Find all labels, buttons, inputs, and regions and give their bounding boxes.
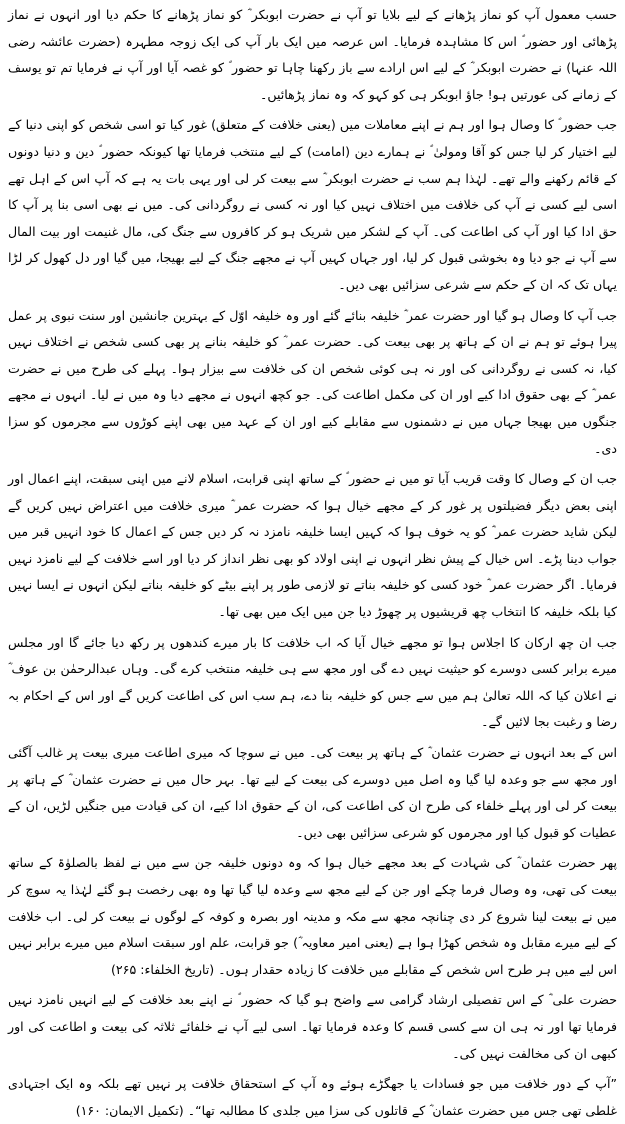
paragraph-second-caliph: جب آپ کا وصال ہو گیا اور حضرت عمر ؓ خلیفہ بنائے گئے اور وہ خلیفہ اوّل کے بہترین جانشین اور سنت نبوی پر عمل پیرا ہوئے تو ہم نے ان کے ہاتھ پر بھی بیعت کی۔ حضرت عمر ؓ کو خلیفہ بنانے پر بھی کسی شخص نے اختلاف نہیں کیا، نہ کسی نے روگردانی کی اور نہ ہی کوئی شخص ان کی خلافت سے بیزار ہوا۔ پہلے کی طرح میں نے حضرت عمر ؓ کے بھی حقوق ادا کیے اور ان کی مکمل اطاعت کی۔ جو کچھ انہوں نے مجھے دیا وہ میں نے لیا۔ انہوں نے مجھے جنگوں میں بھیجا جہاں میں نے دشمنوں سے مقابلے کیے اور ان کے عہد میں بھی اپنے کوڑوں سے مجرموں کو سزا دی۔ [3,307,617,456]
paragraph-third-caliph: اس کے بعد انہوں نے حضرت عثمان ؓ کے ہاتھ پر بیعت کی۔ میں نے سوچا کہ میری اطاعت میری بیعت پر غالب آگئی اور مجھ سے جو وعدہ لیا گیا وہ اصل میں دوسرے کی بیعت کے لیے تھا۔ بہر حال میں نے حضرت عثمان ؓ کے ہاتھ پر بیعت کر لی اور پہلے خلفاء کی طرح ان کی اطاعت کی، ان کے حقوق ادا کیے، ان کی قیادت میں جنگیں لڑیں، ان کے عطیات کو قبول کیا اور مجرموں کو شرعی سزائیں بھی دیں۔ [3,745,617,840]
paragraph-first-caliph-election: جب حضور ؐ کا وصال ہوا اور ہم نے اپنے معاملات میں (یعنی خلافت کے متعلق) غور کیا تو اسی شخص کو اپنی دنیا کے لیے اختیار کر لیا جس کو آقا ومولیٰ ؐ نے ہمارے دین (امامت) کے لیے منتخب فرمایا تھا کیونکہ حضور ؐ دین و دنیا دونوں کے قائم رکھنے والے تھے۔ لہٰذا ہم سب نے حضرت ابوبکر ؓ سے بیعت کر لی اور یہی بات یہ ہے کہ آپ اس کے اہل تھے اسی لیے کسی نے آپ کی خلافت میں اختلاف نہیں کیا اور نہ کسی نے روگردانی کی۔ میں نے بھی اسی بنا پر آپ کا حق ادا کیا اور آپ کی اطاعت کی۔ آپ کے لشکر میں شریک ہو کر کافروں سے جنگ کی، مال غنیمت اور بیت المال سے آپ نے جو دیا وہ بخوشی قبول کر لیا، اور جہاں کہیں آپ نے مجھے جنگ کے لیے بھیجا، میں گیا اور دل کھول کر لڑا یہاں تک کہ ان کے حکم سے شرعی سزائیں بھی دیں۔ [3,117,617,292]
paragraph-conclusion: حضرت علی ؓ کے اس تفصیلی ارشاد گرامی سے واضح ہو گیا کہ حضور ؐ نے اپنے بعد خلافت کے لیے انہیں نامزد نہیں فرمایا تھا اور نہ ہی ان سے کسی قسم کا وعدہ فرمایا تھا۔ اسی لیے آپ نے خلفائے ثلاثہ کی بیعت و اطاعت کی اور کبھی ان کی مخالفت نہیں کی۔ [3,992,617,1061]
paragraph-fourth-caliphate: پھر حضرت عثمان ؓ کی شہادت کے بعد مجھے خیال ہوا کہ وہ دونوں خلیفہ جن سے میں نے لفظ بالصلوٰۃ کے ساتھ بیعت کی تھی، وہ وصال فرما چکے اور جن کے لیے مجھ سے وعدہ لیا گیا تھا وہ بھی رخصت ہو گئے لہٰذا یہ سوچ کر میں نے بیعت لینا شروع کر دی چنانچہ مجھ سے مکہ و مدینہ اور بصرہ و کوفہ کے لوگوں نے بیعت کر لی۔ اب خلافت کے لیے میرے مقابل وہ شخص کھڑا ہوا ہے (یعنی امیر معاویہ ؓ) جو قرابت، علم اور سبقت اسلام میں میرے برابر نہیں اس لیے میں ہر طرح اس شخص کے مقابلے میں خلافت کا زیادہ حقدار ہوں۔ (تاریخ الخلفاء: ۲۶۵) [3,855,617,977]
paragraph-shura-committee: جب ان کے وصال کا وقت قریب آیا تو میں نے حضور ؐ کے ساتھ اپنی قرابت، اسلام لانے میں اپنی سبقت، اپنے اعمال اور اپنی بعض دیگر فضیلتوں پر غور کر کے مجھے خیال ہوا کہ حضرت عمر ؓ میری خلافت میں اعتراض نہیں کریں گے لیکن شاید حضرت عمر ؓ کو یہ خوف ہوا کہ کہیں ایسا خلیفہ نامزد نہ کر دیں جس کے اعمال کا خود انہیں قبر میں جواب دینا پڑے۔ اس خیال کے پیش نظر انہوں نے اپنی اولاد کو بھی نظر انداز کر دیا اور اسے خلافت کے لیے نامزد نہیں فرمایا۔ اگر حضرت عمر ؓ خود کسی کو خلیفہ بناتے تو لازمی طور پر اپنے بیٹے کو خلیفہ بناتے لیکن انہوں نے ایسا نہیں کیا بلکہ خلیفہ کا انتخاب چھ قریشیوں پر چھوڑ دیا جن میں ایک میں بھی تھا۔ [3,471,617,620]
paragraph-prayer-leadership: حسب معمول آپ کو نماز پڑھانے کے لیے بلایا تو آپ نے حضرت ابوبکر ؓ کو نماز پڑھانے کا حکم دیا اور انہوں نے نماز پڑھائی اور حضور ؐ اس کا مشاہدہ فرمایا۔ اس عرصہ میں ایک بار آپ کی ایک زوجہ مطہرہ (حضرت عائشہ رضی اللہ عنہا) نے حضرت ابوبکر ؓ کے لیے اس ارادے سے باز رکھنا چاہا تو حضور ؐ کو غصہ آیا اور آپ نے فرمایا تم تو یوسف کے زمانے کی عورتیں ہو! جاؤ ابوبکر ہی کو کہو کہ وہ نماز پڑھائیں۔ [3,7,617,102]
paragraph-council-meeting: جب ان چھ ارکان کا اجلاس ہوا تو مجھے خیال آیا کہ اب خلافت کا بار میرے کندھوں پر رکھ دیا جائے گا اور مجلس میرے برابر کسی دوسرے کو حیثیت نہیں دے گی اور مجھ سے ہی خلیفہ منتخب کرے گی۔ وہاں عبدالرحمٰن بن عوف ؓ نے اعلان کیا کہ اللہ تعالیٰ ہم میں سے جس کو خلیفہ بنا دے، ہم سب اس کی اطاعت کریں گے اور اس کے احکام بہ رضا و رغبت بجا لائیں گے۔ [3,634,617,730]
paragraph-quotation: ”آپ کے دور خلافت میں جو فسادات یا جھگڑے ہوئے وہ آپ کے استحقاق خلافت پر نہیں تھے بلکہ وہ ایک اجتہادی غلطی تھی جس میں حضرت عثمان ؓ کے قاتلوں کی سزا میں جلدی کا مطالبہ تھا“۔ (تکمیل الایمان: ۱۶۰) [3,1076,617,1118]
